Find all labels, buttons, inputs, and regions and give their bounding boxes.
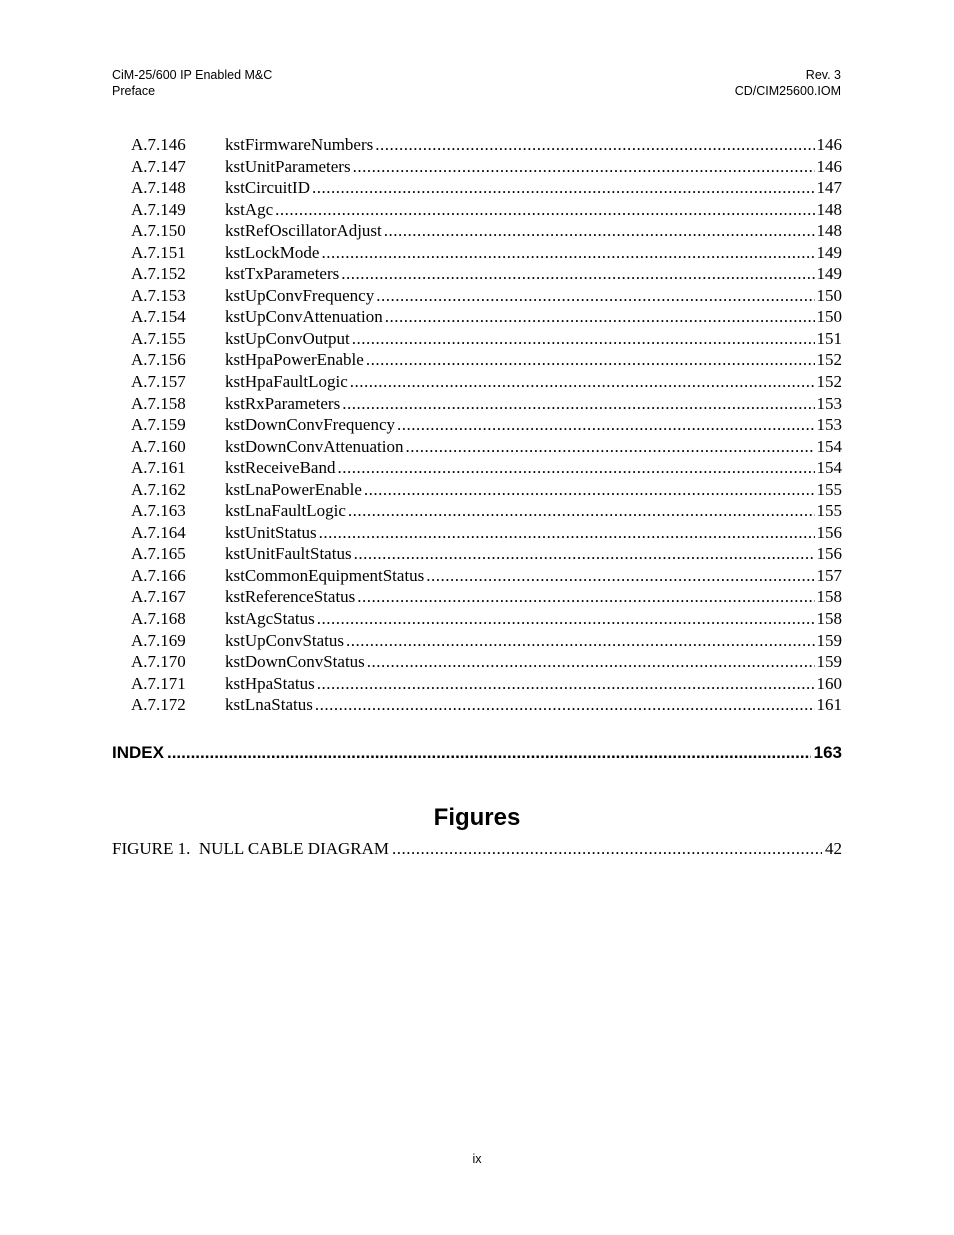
toc-entry-page: 151 bbox=[816, 328, 842, 348]
toc-entry[interactable] bbox=[131, 393, 842, 415]
toc-entry[interactable] bbox=[131, 306, 842, 328]
figure-page: 42 bbox=[825, 839, 842, 858]
toc-entry-title: kstFirmwareNumbers bbox=[225, 135, 374, 154]
toc-entry-page: 159 bbox=[816, 630, 842, 650]
dot-leader bbox=[337, 457, 814, 479]
toc-entry-page: 150 bbox=[816, 307, 842, 327]
toc-entry-number: A.7.160 bbox=[131, 436, 186, 456]
toc-entry-page: 161 bbox=[816, 695, 842, 715]
toc-entry-page: 148 bbox=[816, 199, 842, 219]
dot-leader bbox=[317, 673, 815, 695]
toc-entry-page: 157 bbox=[816, 565, 842, 585]
page-number: ix bbox=[472, 1152, 482, 1166]
toc-entry-title: kstUpConvFrequency bbox=[225, 285, 375, 305]
toc-entry-number: A.7.147 bbox=[131, 156, 186, 176]
toc-entry-page: 149 bbox=[816, 264, 842, 284]
toc-entry[interactable] bbox=[131, 479, 842, 501]
toc-entry-number: A.7.165 bbox=[131, 544, 186, 564]
toc-entry[interactable] bbox=[131, 242, 842, 264]
toc-entry-page: 148 bbox=[816, 221, 842, 241]
toc-entry-number: A.7.159 bbox=[131, 415, 186, 435]
toc-entry-title: kstAgc bbox=[225, 199, 274, 219]
toc-entry-title: kstRefOscillatorAdjust bbox=[225, 221, 382, 241]
toc-entry[interactable] bbox=[131, 156, 842, 178]
dot-leader bbox=[357, 586, 814, 608]
toc-entry-number: A.7.168 bbox=[131, 609, 186, 629]
dot-leader bbox=[384, 220, 815, 242]
toc-entry[interactable] bbox=[131, 522, 842, 544]
toc-entry-number: A.7.164 bbox=[131, 522, 186, 542]
toc-entry[interactable] bbox=[131, 285, 842, 307]
section-name: Preface bbox=[112, 84, 156, 98]
toc-entry[interactable] bbox=[131, 586, 842, 608]
toc-entry-title: kstLockMode bbox=[225, 242, 320, 262]
toc-entry-page: 152 bbox=[816, 372, 842, 392]
toc-entry-title: kstDownConvStatus bbox=[225, 652, 365, 672]
toc-entry-title: kstUpConvStatus bbox=[225, 630, 345, 650]
dot-leader bbox=[321, 242, 814, 264]
index-label: INDEX bbox=[112, 743, 164, 762]
dot-leader bbox=[367, 651, 815, 673]
toc-entry[interactable] bbox=[131, 177, 842, 199]
toc-entry[interactable] bbox=[131, 263, 842, 285]
toc-entry-page: 156 bbox=[816, 544, 842, 564]
dot-leader bbox=[397, 414, 815, 436]
toc-entry-title: kstCommonEquipmentStatus bbox=[225, 565, 425, 585]
toc-entry-number: A.7.151 bbox=[131, 242, 186, 262]
dot-leader bbox=[341, 263, 814, 285]
toc-index-entry[interactable] bbox=[112, 741, 842, 765]
toc-entry[interactable] bbox=[131, 134, 842, 156]
dot-leader bbox=[385, 306, 815, 328]
dot-leader bbox=[348, 500, 815, 522]
toc-entry-number: A.7.157 bbox=[131, 372, 186, 392]
toc-entry-number: A.7.153 bbox=[131, 285, 186, 305]
toc-entry-page: 153 bbox=[816, 393, 842, 413]
toc-entry-page: 149 bbox=[816, 242, 842, 262]
toc-entry-number: A.7.152 bbox=[131, 264, 186, 284]
toc-entry-page: 152 bbox=[816, 350, 842, 370]
dot-leader bbox=[375, 134, 814, 156]
toc-entry-number: A.7.150 bbox=[131, 221, 186, 241]
toc-entry-page: 158 bbox=[816, 609, 842, 629]
dot-leader bbox=[342, 393, 814, 415]
toc-entry-title: kstUnitFaultStatus bbox=[225, 544, 352, 564]
toc-entry-title: kstHpaStatus bbox=[225, 673, 315, 693]
toc-entry-number: A.7.146 bbox=[131, 135, 186, 154]
dot-leader bbox=[366, 349, 815, 371]
dot-leader bbox=[319, 522, 815, 544]
toc-entry-title: kstLnaStatus bbox=[225, 695, 313, 715]
toc-entry-page: 155 bbox=[816, 479, 842, 499]
toc-entry-number: A.7.163 bbox=[131, 501, 186, 521]
toc-entry-number: A.7.156 bbox=[131, 350, 186, 370]
toc-entry-title: kstUpConvAttenuation bbox=[225, 307, 383, 327]
toc-entry[interactable] bbox=[131, 500, 842, 522]
toc-entry-number: A.7.171 bbox=[131, 673, 186, 693]
figures-heading: Figures bbox=[433, 804, 521, 831]
dot-leader bbox=[406, 436, 815, 458]
figure-label: FIGURE 1. NULL CABLE DIAGRAM bbox=[112, 839, 390, 858]
toc-entry-title: kstLnaFaultLogic bbox=[225, 501, 346, 521]
toc-entry-number: A.7.169 bbox=[131, 630, 186, 650]
dot-leader bbox=[317, 608, 815, 630]
running-header-right bbox=[735, 67, 841, 99]
toc-entry-page: 150 bbox=[816, 285, 842, 305]
dot-leader bbox=[350, 371, 815, 393]
toc-entry[interactable] bbox=[131, 436, 842, 458]
toc-entry[interactable] bbox=[131, 630, 842, 652]
toc-entry-title: kstUnitStatus bbox=[225, 522, 317, 542]
toc-entry-title: kstUpConvOutput bbox=[225, 328, 350, 348]
toc-entry-page: 156 bbox=[816, 522, 842, 542]
toc-entry[interactable] bbox=[131, 349, 842, 371]
toc-entry[interactable] bbox=[131, 565, 842, 587]
toc-entry-page: 147 bbox=[816, 178, 842, 198]
toc-entry[interactable] bbox=[131, 414, 842, 436]
toc-entry-title: kstRxParameters bbox=[225, 393, 341, 413]
toc-entry-page: 159 bbox=[816, 652, 842, 672]
toc-entry-title: kstCircuitID bbox=[225, 178, 310, 198]
toc-entry-page: 146 bbox=[816, 135, 842, 154]
toc-entry-page: 154 bbox=[816, 436, 842, 456]
toc-entry-title: kstHpaPowerEnable bbox=[225, 350, 364, 370]
toc-entry-page: 153 bbox=[816, 415, 842, 435]
toc-entry-title: kstTxParameters bbox=[225, 264, 340, 284]
dot-leader bbox=[275, 199, 814, 221]
toc-entry-number: A.7.167 bbox=[131, 587, 186, 607]
toc-entry[interactable] bbox=[131, 608, 842, 630]
toc-entry-number: A.7.149 bbox=[131, 199, 186, 219]
toc-entry[interactable] bbox=[131, 371, 842, 393]
toc-entry-title: kstAgcStatus bbox=[225, 609, 315, 629]
toc-entry-title: kstUnitParameters bbox=[225, 156, 351, 176]
running-header-left bbox=[112, 67, 272, 99]
toc-entry-number: A.7.172 bbox=[131, 695, 186, 715]
toc-entry[interactable] bbox=[131, 543, 842, 565]
toc-entry[interactable] bbox=[131, 199, 842, 221]
dot-leader bbox=[352, 328, 815, 350]
toc-entry[interactable] bbox=[131, 694, 842, 716]
toc-entry-page: 155 bbox=[816, 501, 842, 521]
toc-entry-number: A.7.170 bbox=[131, 652, 186, 672]
toc-entry-title: kstReceiveBand bbox=[225, 458, 336, 478]
toc-entry-title: kstDownConvFrequency bbox=[225, 415, 395, 435]
dot-leader bbox=[376, 285, 814, 307]
toc-entry-title: kstReferenceStatus bbox=[225, 587, 356, 607]
dot-leader bbox=[167, 741, 811, 765]
toc-entry-number: A.7.155 bbox=[131, 328, 186, 348]
toc-entry-number: A.7.161 bbox=[131, 458, 186, 478]
table-of-contents bbox=[131, 134, 842, 716]
toc-entry-title: kstLnaPowerEnable bbox=[225, 479, 362, 499]
toc-entry[interactable] bbox=[131, 457, 842, 479]
dot-leader bbox=[312, 177, 815, 199]
toc-entry[interactable] bbox=[131, 328, 842, 350]
dot-leader bbox=[426, 565, 814, 587]
document-code: CD/CIM25600.IOM bbox=[734, 84, 841, 98]
figure-entry[interactable] bbox=[112, 838, 842, 860]
dot-leader bbox=[353, 156, 815, 178]
dot-leader bbox=[346, 630, 814, 652]
toc-entry-page: 146 bbox=[816, 156, 842, 176]
dot-leader bbox=[354, 543, 815, 565]
document-title: CiM-25/600 IP Enabled M&C bbox=[112, 68, 273, 82]
toc-entry-number: A.7.162 bbox=[131, 479, 186, 499]
toc-entry-page: 160 bbox=[816, 673, 842, 693]
revision-label: Rev. 3 bbox=[805, 68, 841, 82]
toc-entry[interactable] bbox=[131, 220, 842, 242]
dot-leader bbox=[315, 694, 815, 716]
toc-entry-number: A.7.148 bbox=[131, 178, 186, 198]
toc-entry[interactable] bbox=[131, 651, 842, 673]
dot-leader bbox=[392, 838, 822, 860]
toc-entry-number: A.7.166 bbox=[131, 565, 186, 585]
toc-entry[interactable] bbox=[131, 673, 842, 695]
toc-entry-page: 154 bbox=[816, 458, 842, 478]
toc-entry-title: kstHpaFaultLogic bbox=[225, 372, 348, 392]
toc-entry-page: 158 bbox=[816, 587, 842, 607]
dot-leader bbox=[364, 479, 815, 501]
toc-entry-number: A.7.154 bbox=[131, 307, 186, 327]
index-page: 163 bbox=[813, 743, 842, 762]
toc-entry-number: A.7.158 bbox=[131, 393, 186, 413]
toc-entry-title: kstDownConvAttenuation bbox=[225, 436, 404, 456]
